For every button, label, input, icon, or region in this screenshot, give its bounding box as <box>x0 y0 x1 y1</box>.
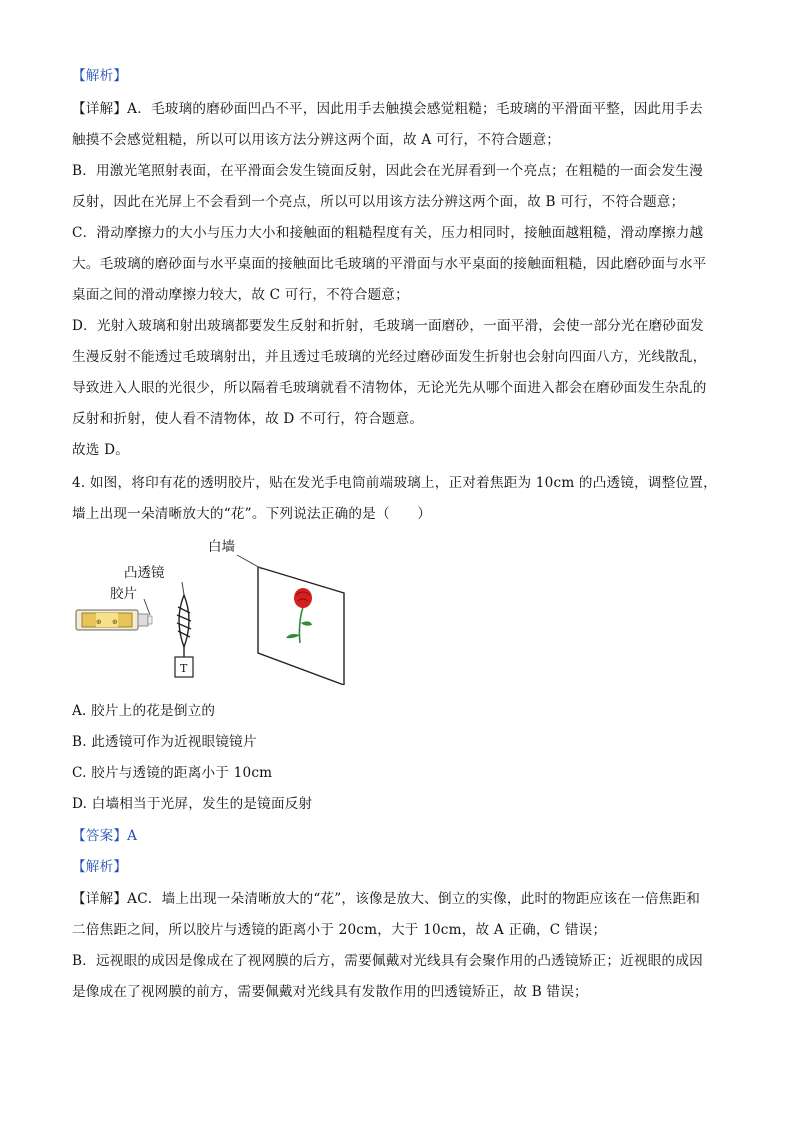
analysis-line-11: 反射和折射，使人看不清物体，故 D 不可行，符合题意。 <box>72 411 424 427</box>
wall-label: 白墙 <box>208 539 235 555</box>
analysis-heading-1: 【解析】 <box>72 68 128 84</box>
analysis-line-5: C．滑动摩擦力的大小与压力大小和接触面的粗糙程度有关，压力相同时，接触面越粗糙，滑动摩擦力越 <box>72 225 704 241</box>
flashlight-icon <box>76 610 152 630</box>
analysis-line-3: B．用激光笔照射表面，在平滑面会发生镜面反射，因此会在光屏看到一个亮点；在粗糙的一面会发生漫 <box>72 163 703 179</box>
analysis-line-6: 大。毛玻璃的磨砂面与水平桌面的接触面比毛玻璃的平滑面与水平桌面的接触面粗糙，因此磨砂面与水平 <box>72 256 707 272</box>
detail-line-4: 是像成在了视网膜的前方，需要佩戴对光线具有发散作用的凹透镜矫正，故 B 错误； <box>72 984 588 1000</box>
analysis-line-2: 触摸不会感觉粗糙，所以可以用该方法分辨这两个面，故 A 可行，不符合题意； <box>72 132 561 148</box>
analysis-line-10: 导致进入人眼的光很少，所以隔着毛玻璃就看不清物体，无论光先从哪个面进入都会在磨砂面发生杂乱的 <box>72 380 707 396</box>
option-b: B. 此透镜可作为近视眼镜镜片 <box>72 734 257 750</box>
film-pointer-line <box>144 599 150 615</box>
analysis-line-7: 桌面之间的滑动摩擦力较大，故 C 可行，不符合题意； <box>72 287 409 303</box>
lens-label: 凸透镜 <box>124 565 165 581</box>
film-label: 胶片 <box>110 586 137 602</box>
analysis-line-4: 反射，因此在光屏上不会看到一个亮点，所以可以用该方法分辨这两个面，故 B 可行，不符合题意； <box>72 194 685 210</box>
lens-pointer-line <box>182 582 184 595</box>
detail-line-1: 【详解】AC．墙上出现一朵清晰放大的“花”，该像是放大、倒立的实像，此时的物距应该在一倍焦距和 <box>72 891 701 907</box>
analysis-line-9: 生漫反射不能透过毛玻璃射出，并且透过毛玻璃的光经过磨砂面发生折射也会射向四面八方，光线散乱， <box>72 349 707 365</box>
question-line-1: 4. 如图，将印有花的透明胶片，贴在发光手电筒前端玻璃上，正对着焦距为 10cm 的凸透镜，调整位置， <box>72 475 717 491</box>
analysis-line-1: 【详解】A．毛玻璃的磨砂面凹凸不平，因此用手去触摸会感觉粗糙；毛玻璃的平滑面平整，因此用手去 <box>72 101 703 117</box>
svg-text:⊕: ⊕ <box>96 618 102 626</box>
wall-pointer-line <box>237 555 262 569</box>
option-d: D. 白墙相当于光屏，发生的是镜面反射 <box>72 796 313 812</box>
question-line-2: 墙上出现一朵清晰放大的“花”。下列说法正确的是（ ） <box>72 506 432 522</box>
option-c: C. 胶片与透镜的距离小于 10cm <box>72 765 273 781</box>
figure-svg <box>72 535 362 685</box>
lens-stand-label: T <box>180 662 188 675</box>
analysis-heading-2: 【解析】 <box>72 859 128 875</box>
svg-text:⊕: ⊕ <box>112 618 118 626</box>
white-wall <box>258 567 344 685</box>
detail-line-2: 二倍焦距之间，所以胶片与透镜的距离小于 20cm，大于 10cm，故 A 正确，C 错误； <box>72 922 607 938</box>
analysis-line-8: D．光射入玻璃和射出玻璃都要发生反射和折射，毛玻璃一面磨砂，一面平滑，会使一部分光在磨砂面发 <box>72 318 704 334</box>
option-a: A. 胶片上的花是倒立的 <box>72 703 216 719</box>
lens-experiment-figure <box>72 535 362 685</box>
detail-line-3: B．远视眼的成因是像成在了视网膜的后方，需要佩戴对光线具有会聚作用的凸透镜矫正；近视眼的成因 <box>72 953 703 969</box>
answer-line: 【答案】A <box>72 828 138 844</box>
conclusion-line: 故选 D。 <box>72 442 130 458</box>
